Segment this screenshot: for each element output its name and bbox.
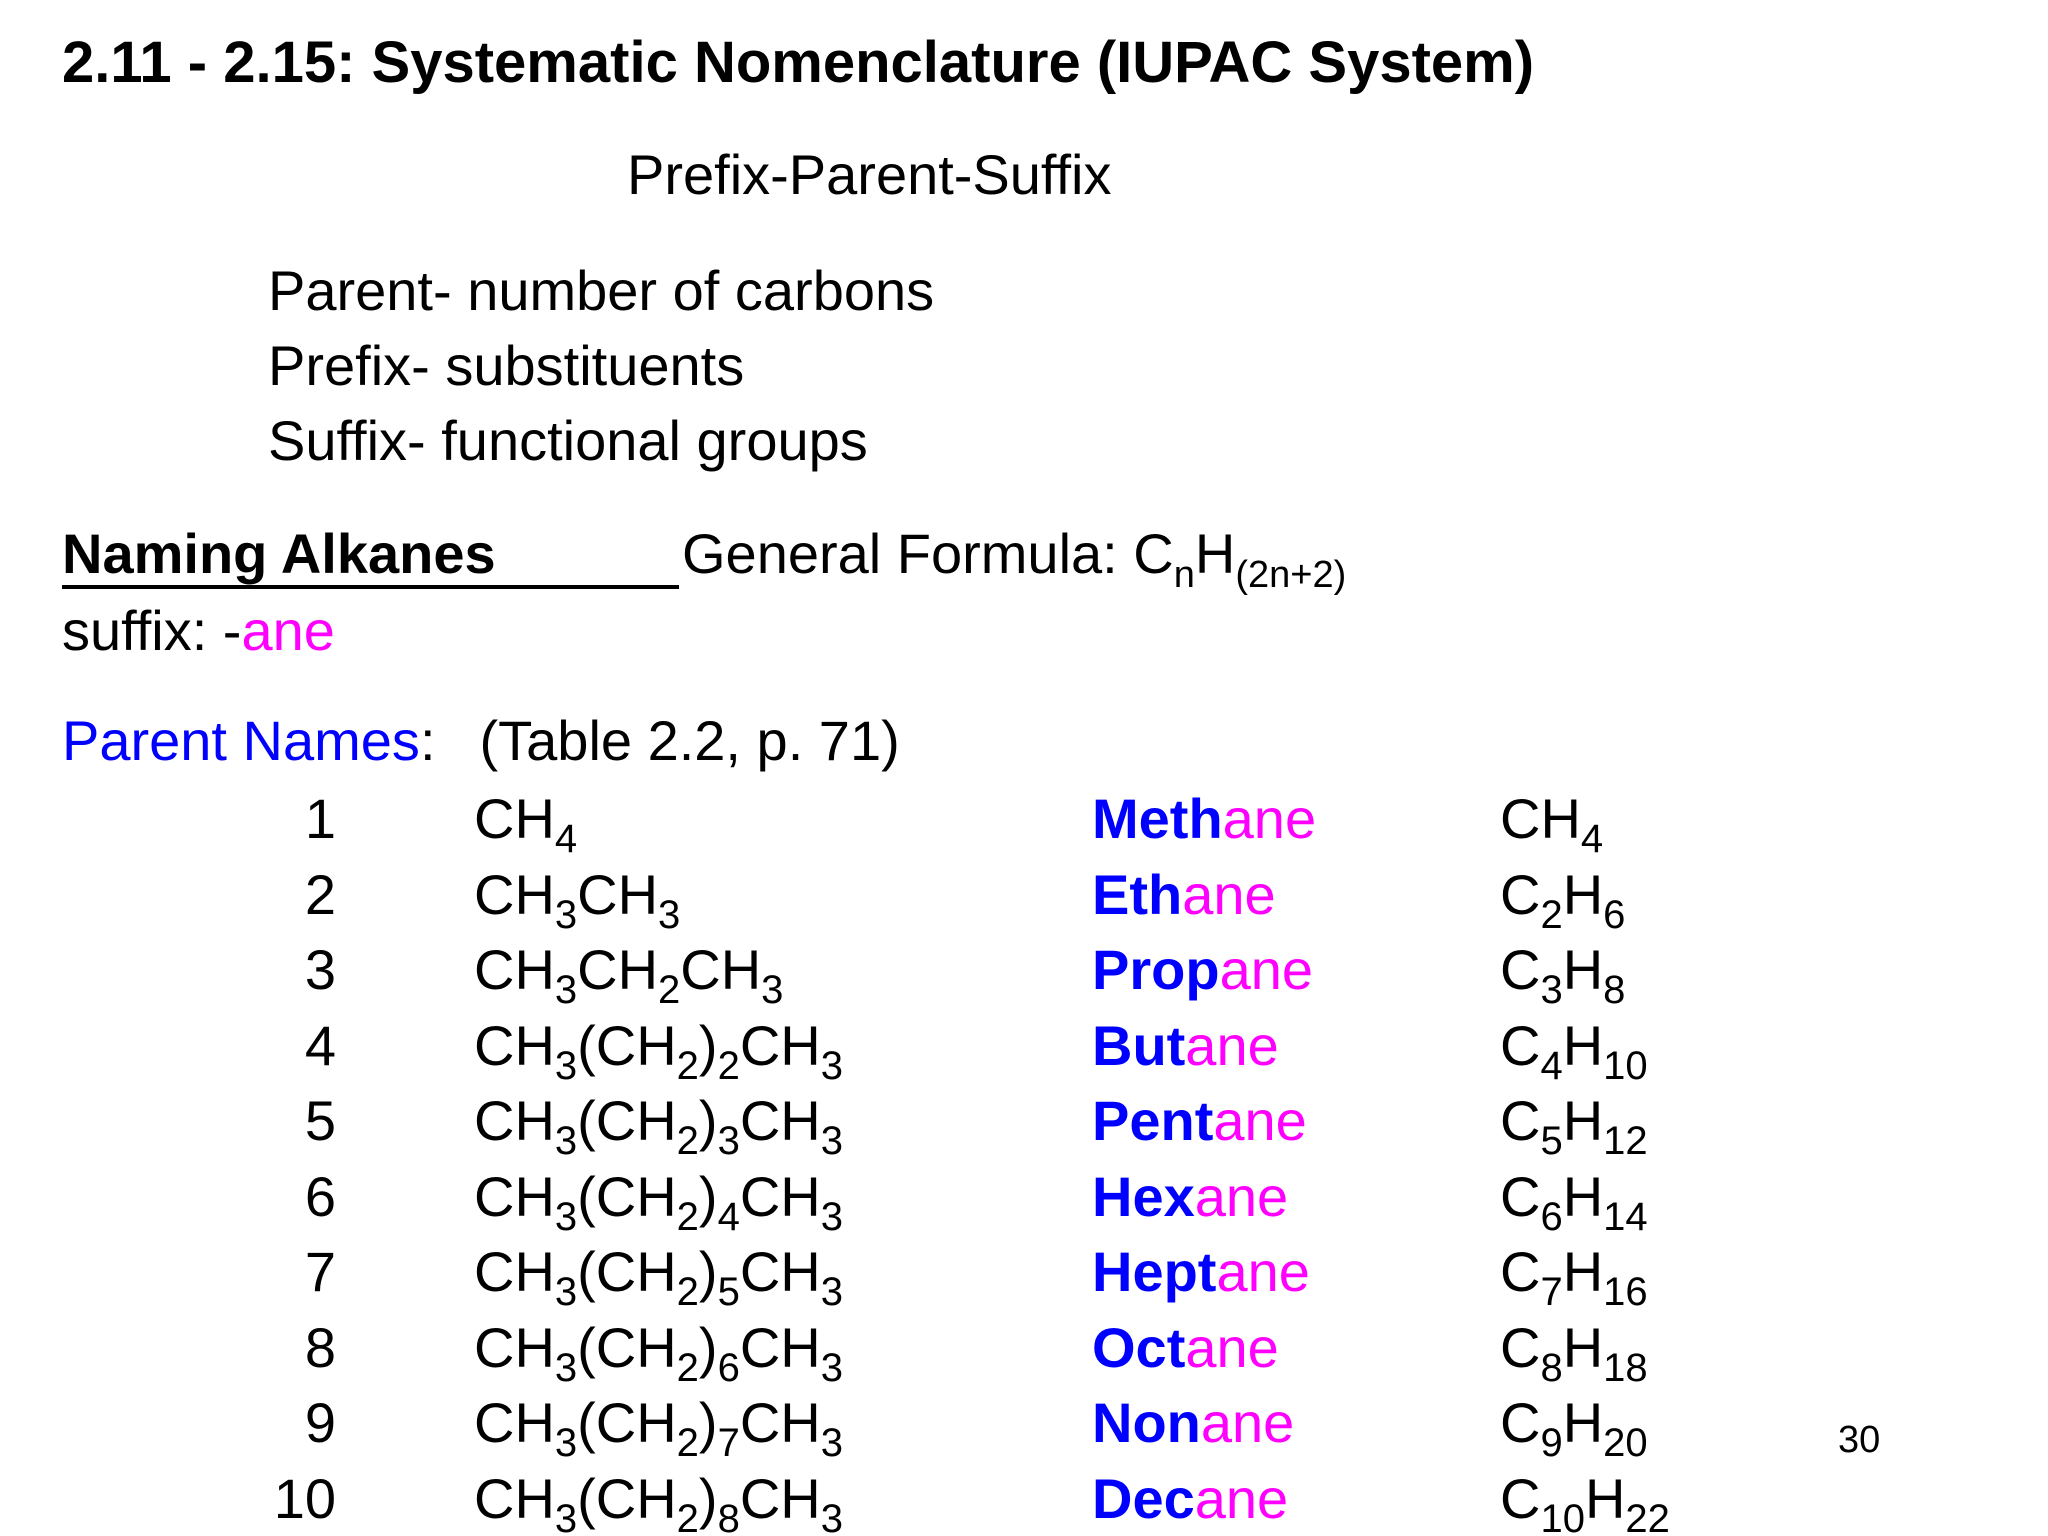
structure-subscript: 3 bbox=[554, 968, 578, 1012]
structure-subscript: 7 bbox=[717, 1421, 740, 1465]
structure-subscript: 3 bbox=[554, 1345, 578, 1390]
structure-text: CH bbox=[739, 1089, 821, 1152]
name-root: Dec bbox=[1092, 1466, 1195, 1530]
structure-text: CH bbox=[474, 1013, 555, 1077]
molecular-formula bbox=[1500, 1239, 1648, 1314]
molecular-subscript: 8 bbox=[1603, 968, 1626, 1012]
structure-text: CH bbox=[739, 1240, 821, 1303]
general-formula bbox=[682, 521, 1347, 596]
name-suffix: ane bbox=[1200, 1391, 1295, 1454]
name-suffix: ane bbox=[1194, 1466, 1289, 1530]
molecular-text: C bbox=[1500, 1089, 1541, 1152]
alkane-name bbox=[1092, 1315, 1279, 1381]
name-root: Eth bbox=[1092, 862, 1183, 926]
alkane-name bbox=[1092, 1013, 1279, 1079]
structure-text: ) bbox=[698, 1315, 718, 1379]
molecular-formula bbox=[1500, 786, 1604, 861]
structure-text: ) bbox=[698, 1391, 718, 1454]
carbon-count: 6 bbox=[304, 1164, 336, 1228]
structure-text: CH bbox=[474, 787, 555, 850]
name-root: Meth bbox=[1092, 787, 1223, 850]
structure-text: CH bbox=[577, 862, 659, 926]
name-root: Pent bbox=[1092, 1089, 1214, 1152]
name-root: Hept bbox=[1092, 1240, 1217, 1303]
molecular-subscript: 16 bbox=[1603, 1270, 1648, 1314]
molecular-text: H bbox=[1562, 1013, 1604, 1077]
name-suffix: ane bbox=[1213, 1089, 1307, 1152]
molecular-subscript: 6 bbox=[1603, 892, 1626, 937]
molecular-text: H bbox=[1562, 1240, 1604, 1303]
structure-subscript: 3 bbox=[554, 892, 578, 937]
carbon-count: 5 bbox=[304, 1089, 336, 1152]
slide-title: 2.11 - 2.15: Systematic Nomenclature (IUPAC System) bbox=[62, 30, 1535, 95]
molecular-text: H bbox=[1562, 1089, 1604, 1152]
structure-text: CH bbox=[577, 938, 659, 1001]
molecular-formula bbox=[1500, 1088, 1648, 1163]
alkane-name bbox=[1092, 937, 1313, 1003]
molecular-subscript: 20 bbox=[1603, 1421, 1648, 1465]
molecular-subscript: 5 bbox=[1540, 1119, 1563, 1163]
molecular-subscript: 6 bbox=[1540, 1194, 1563, 1239]
structure-text: CH bbox=[739, 1315, 821, 1379]
parent-names-ref: (Table 2.2, p. 71) bbox=[479, 709, 900, 772]
definition-parent: Parent- number of carbons bbox=[268, 259, 935, 322]
alkane-name bbox=[1092, 1390, 1294, 1456]
alkane-row bbox=[0, 1466, 2048, 1536]
structure-subscript: 4 bbox=[717, 1194, 740, 1239]
structure-subscript: 2 bbox=[676, 1270, 699, 1314]
structure-subscript: 5 bbox=[717, 1270, 740, 1314]
name-root: Prop bbox=[1092, 938, 1220, 1001]
structure-text: (CH bbox=[577, 1013, 677, 1077]
structure-text: (CH bbox=[577, 1466, 677, 1530]
name-suffix: ane bbox=[1219, 938, 1313, 1001]
condensed-structure bbox=[474, 1315, 843, 1390]
molecular-subscript: 2 bbox=[1540, 892, 1563, 937]
alkane-row bbox=[0, 1088, 2048, 1164]
molecular-formula bbox=[1500, 1390, 1648, 1465]
structure-subscript: 3 bbox=[554, 1270, 578, 1314]
alkane-name bbox=[1092, 1088, 1307, 1154]
name-suffix: ane bbox=[1185, 1013, 1279, 1077]
suffix-value: ane bbox=[241, 599, 335, 662]
name-suffix: ane bbox=[1222, 787, 1317, 850]
structure-text: (CH bbox=[577, 1089, 677, 1152]
molecular-text: C bbox=[1500, 1240, 1541, 1303]
molecular-subscript: 22 bbox=[1625, 1496, 1670, 1536]
carbon-count: 10 bbox=[273, 1466, 336, 1530]
alkane-row bbox=[0, 1239, 2048, 1315]
condensed-structure bbox=[474, 786, 578, 861]
structure-text: ) bbox=[698, 1013, 718, 1077]
structure-text: CH bbox=[739, 1466, 821, 1530]
structure-text: CH bbox=[739, 1164, 821, 1228]
structure-subscript: 3 bbox=[820, 1421, 843, 1465]
structure-text: ) bbox=[698, 1089, 718, 1152]
molecular-subscript: 9 bbox=[1540, 1421, 1563, 1465]
naming-alkanes-heading: Naming Alkanes bbox=[62, 521, 679, 589]
alkane-name bbox=[1092, 1164, 1288, 1230]
formula-sub-n: n bbox=[1173, 554, 1195, 596]
structure-text: ) bbox=[698, 1466, 718, 1530]
structure-subscript: 3 bbox=[554, 1119, 578, 1163]
alkane-row bbox=[0, 1390, 2048, 1466]
molecular-text: CH bbox=[1500, 787, 1581, 850]
structure-text: ) bbox=[698, 1240, 718, 1303]
molecular-text: C bbox=[1500, 1391, 1541, 1454]
formula-label: General Formula: C bbox=[682, 522, 1174, 585]
carbon-count: 2 bbox=[304, 862, 336, 926]
molecular-subscript: 10 bbox=[1540, 1496, 1585, 1536]
alkane-row bbox=[0, 1013, 2048, 1089]
structure-text: CH bbox=[474, 1089, 555, 1152]
suffix-line bbox=[62, 598, 335, 664]
alkane-row bbox=[0, 862, 2048, 938]
name-root: Oct bbox=[1092, 1315, 1186, 1379]
structure-text: (CH bbox=[577, 1315, 677, 1379]
molecular-text: C bbox=[1500, 1013, 1541, 1077]
structure-text: (CH bbox=[577, 1164, 677, 1228]
structure-subscript: 2 bbox=[676, 1421, 699, 1465]
definition-prefix: Prefix- substituents bbox=[268, 334, 745, 397]
condensed-structure bbox=[474, 1466, 843, 1536]
structure-subscript: 3 bbox=[820, 1194, 843, 1239]
structure-subscript: 2 bbox=[658, 968, 681, 1012]
molecular-text: C bbox=[1500, 862, 1541, 926]
parent-names-line bbox=[62, 708, 900, 774]
structure-text: CH bbox=[474, 1466, 555, 1530]
structure-text: CH bbox=[474, 862, 555, 926]
alkane-row bbox=[0, 1315, 2048, 1391]
molecular-formula bbox=[1500, 937, 1626, 1012]
molecular-formula bbox=[1500, 1315, 1648, 1390]
structure-subscript: 3 bbox=[554, 1421, 578, 1465]
structure-subscript: 3 bbox=[658, 892, 681, 937]
molecular-formula bbox=[1500, 1466, 1670, 1536]
molecular-subscript: 12 bbox=[1603, 1119, 1648, 1163]
structure-text: CH bbox=[474, 1164, 555, 1228]
structure-subscript: 3 bbox=[820, 1119, 843, 1163]
structure-text: CH bbox=[739, 1391, 821, 1454]
structure-text: (CH bbox=[577, 1240, 677, 1303]
structure-text: CH bbox=[680, 938, 762, 1001]
condensed-structure bbox=[474, 1390, 843, 1465]
molecular-subscript: 18 bbox=[1603, 1345, 1648, 1390]
definition-suffix: Suffix- functional groups bbox=[268, 409, 868, 472]
carbon-count: 9 bbox=[304, 1391, 336, 1454]
structure-subscript: 3 bbox=[820, 1270, 843, 1314]
molecular-text: H bbox=[1584, 1466, 1626, 1530]
structure-subscript: 3 bbox=[554, 1043, 578, 1088]
molecular-formula bbox=[1500, 1164, 1648, 1239]
name-suffix: ane bbox=[1185, 1315, 1279, 1379]
structure-subscript: 2 bbox=[676, 1043, 699, 1088]
condensed-structure bbox=[474, 1088, 843, 1163]
formula-h: H bbox=[1194, 522, 1236, 585]
alkane-name bbox=[1092, 862, 1276, 928]
suffix-label: suffix: - bbox=[62, 599, 242, 662]
molecular-text: C bbox=[1500, 1315, 1541, 1379]
carbon-count: 8 bbox=[304, 1315, 336, 1379]
name-suffix: ane bbox=[1216, 1240, 1310, 1303]
structure-subscript: 3 bbox=[554, 1496, 578, 1536]
molecular-subscript: 10 bbox=[1603, 1043, 1648, 1088]
molecular-subscript: 3 bbox=[1540, 968, 1563, 1012]
alkane-row bbox=[0, 937, 2048, 1013]
structure-subscript: 6 bbox=[717, 1345, 740, 1390]
structure-subscript: 2 bbox=[676, 1345, 699, 1390]
molecular-text: H bbox=[1562, 1164, 1604, 1228]
name-suffix: ane bbox=[1182, 862, 1276, 926]
molecular-text: H bbox=[1562, 1315, 1604, 1379]
carbon-count: 1 bbox=[304, 787, 336, 850]
page-number: 30 bbox=[1838, 1419, 1881, 1461]
alkane-name bbox=[1092, 1466, 1288, 1532]
structure-subscript: 8 bbox=[717, 1496, 740, 1536]
condensed-structure bbox=[474, 1013, 843, 1088]
parent-names-label: Parent Names bbox=[62, 709, 420, 772]
molecular-subscript: 8 bbox=[1540, 1345, 1563, 1390]
name-root: Non bbox=[1092, 1391, 1201, 1454]
name-suffix: ane bbox=[1194, 1164, 1289, 1228]
subtitle: Prefix-Parent-Suffix bbox=[627, 143, 1112, 206]
molecular-text: C bbox=[1500, 938, 1541, 1001]
structure-subscript: 2 bbox=[717, 1043, 740, 1088]
structure-subscript: 2 bbox=[676, 1194, 699, 1239]
structure-subscript: 3 bbox=[761, 968, 784, 1012]
structure-subscript: 3 bbox=[717, 1119, 740, 1163]
alkane-row bbox=[0, 1164, 2048, 1240]
structure-text: CH bbox=[474, 1240, 555, 1303]
structure-text: ) bbox=[698, 1164, 718, 1228]
molecular-formula bbox=[1500, 862, 1626, 937]
name-root: But bbox=[1092, 1013, 1186, 1077]
alkane-row bbox=[0, 786, 2048, 862]
formula-sub-2n2: (2n+2) bbox=[1235, 554, 1347, 596]
condensed-structure bbox=[474, 937, 784, 1012]
molecular-text: H bbox=[1562, 938, 1604, 1001]
name-root: Hex bbox=[1092, 1164, 1195, 1228]
condensed-structure bbox=[474, 1239, 843, 1314]
molecular-text: H bbox=[1562, 1391, 1604, 1454]
structure-subscript: 3 bbox=[554, 1194, 578, 1239]
structure-subscript: 3 bbox=[820, 1043, 843, 1088]
molecular-text: H bbox=[1562, 862, 1604, 926]
structure-subscript: 3 bbox=[820, 1345, 843, 1390]
structure-text: CH bbox=[474, 1315, 555, 1379]
alkane-name bbox=[1092, 1239, 1310, 1305]
structure-text: (CH bbox=[577, 1391, 677, 1454]
carbon-count: 7 bbox=[304, 1240, 336, 1303]
structure-text: CH bbox=[474, 1391, 555, 1454]
molecular-subscript: 4 bbox=[1540, 1043, 1563, 1088]
molecular-subscript: 14 bbox=[1603, 1194, 1648, 1239]
molecular-subscript: 7 bbox=[1540, 1270, 1563, 1314]
parent-names-colon: : bbox=[419, 709, 436, 772]
alkane-name bbox=[1092, 786, 1316, 852]
molecular-formula bbox=[1500, 1013, 1648, 1088]
structure-subscript: 4 bbox=[554, 817, 578, 861]
structure-subscript: 2 bbox=[676, 1496, 699, 1536]
carbon-count: 4 bbox=[304, 1013, 336, 1077]
structure-text: CH bbox=[474, 938, 555, 1001]
condensed-structure bbox=[474, 1164, 843, 1239]
structure-text: CH bbox=[739, 1013, 821, 1077]
condensed-structure bbox=[474, 862, 681, 937]
molecular-subscript: 4 bbox=[1580, 817, 1604, 861]
structure-subscript: 3 bbox=[820, 1496, 843, 1536]
molecular-text: C bbox=[1500, 1164, 1541, 1228]
molecular-text: C bbox=[1500, 1466, 1541, 1530]
structure-subscript: 2 bbox=[676, 1119, 699, 1163]
carbon-count: 3 bbox=[304, 938, 336, 1001]
